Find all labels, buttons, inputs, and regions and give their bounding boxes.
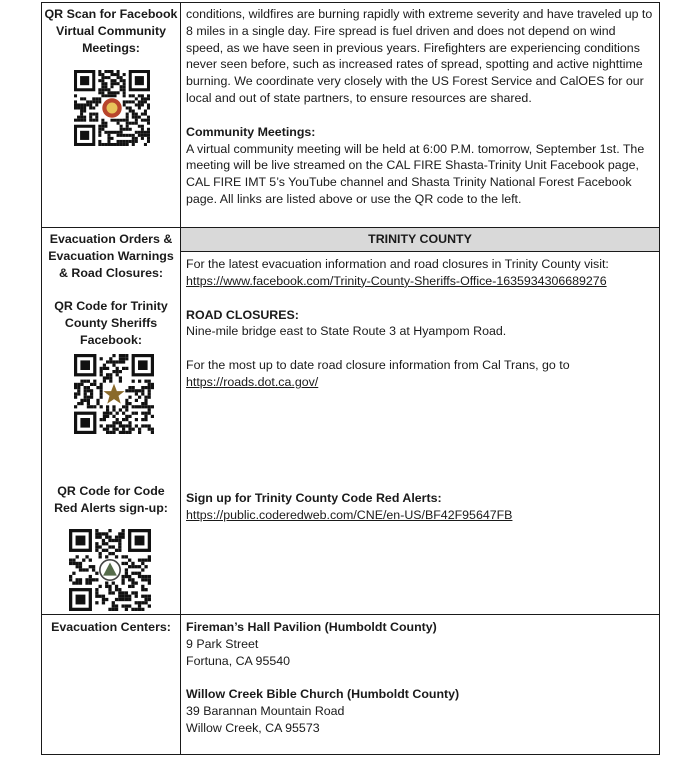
codered-link[interactable]: https://public.coderedweb.com/CNE/en-US/BF42F95647FB [186,507,513,522]
codered-heading: Sign up for Trinity County Code Red Alerts: [186,491,442,505]
spacer [186,340,656,357]
caltrans-link[interactable]: https://roads.dot.ca.gov/ [186,374,319,389]
road-closures-heading: ROAD CLOSURES: [186,307,299,322]
center-2-street: 39 Barannan Mountain Road [186,704,345,719]
row-divider-2 [41,614,660,615]
spacer [186,107,656,124]
center-2-name: Willow Creek Bible Church (Humboldt County) [186,687,460,702]
community-meetings-text: A virtual community meeting will be held at 6:00 P.M. tomorrow, September 1st. The meeting will be live streamed on the CAL FIRE Shasta-Trinity Unit Facebook page, CAL FIRE IMT 5’s YouTube channel and Shasta Trinity National Forest Facebook page. All links are listed above or use the QR code to the left. [186,141,645,206]
center-1-street: 9 Park Street [186,636,259,651]
evacuation-centers-block [186,619,656,737]
spacer [186,290,656,307]
spacer [186,669,656,686]
codered-block [186,490,656,524]
qr-code-icon [74,70,150,146]
road-closures-text: Nine-mile bridge east to State Route 3 at Hyampom Road. [186,324,507,339]
sheriff-qr-label: QR Code for Trinity County Sheriffs Facebook: [54,299,168,347]
caltrans-text: For the most up to date road closure information from Cal Trans, go to [186,358,570,373]
situation-paragraph: conditions, wildfires are burning rapidly with extreme severity and have traveled up to 8 miles in a single day. Fire spread is fuel driven and does not depend on wind speed, as we have seen in previous years. Firefighters are experiencing conditions never seen before, such as increased rates of spread, spotting and active nighttime burning. We coordinate very closely with the US Forest Service and CalOES for our local and out of state partners, to ensure resources are shared. [186,7,653,105]
table-border-top [41,2,660,3]
center-2-city: Willow Creek, CA 95573 [186,720,320,735]
sheriff-facebook-link[interactable]: https://www.facebook.com/Trinity-County-Sheriffs-Office-1635934306689276 [186,273,607,288]
evacuation-centers-label: Evacuation Centers: [51,620,171,634]
table-border-right [659,2,660,755]
meetings-qr-label: QR Scan for Facebook Virtual Community Meetings: [44,7,178,55]
column-divider [180,2,181,755]
situation-text-block [186,6,656,208]
qr-code-icon [74,354,154,434]
evacuation-info-text: For the latest evacuation information and road closures in Trinity County visit: [186,257,609,271]
community-meetings-heading: Community Meetings: [186,124,316,139]
trinity-county-header: TRINITY COUNTY [181,228,659,252]
trinity-info-block [186,256,656,391]
qr-code-icon [69,529,151,611]
center-1-city: Fortuna, CA 95540 [186,653,291,668]
table-border-bottom [41,754,660,755]
evacuation-label: Evacuation Orders & Evacuation Warnings & Road Closures: [48,232,174,280]
codered-qr-label: QR Code for Code Red Alerts sign-up: [54,484,168,515]
table-border-left [41,2,42,755]
center-1-name: Fireman’s Hall Pavilion (Humboldt County) [186,620,437,634]
